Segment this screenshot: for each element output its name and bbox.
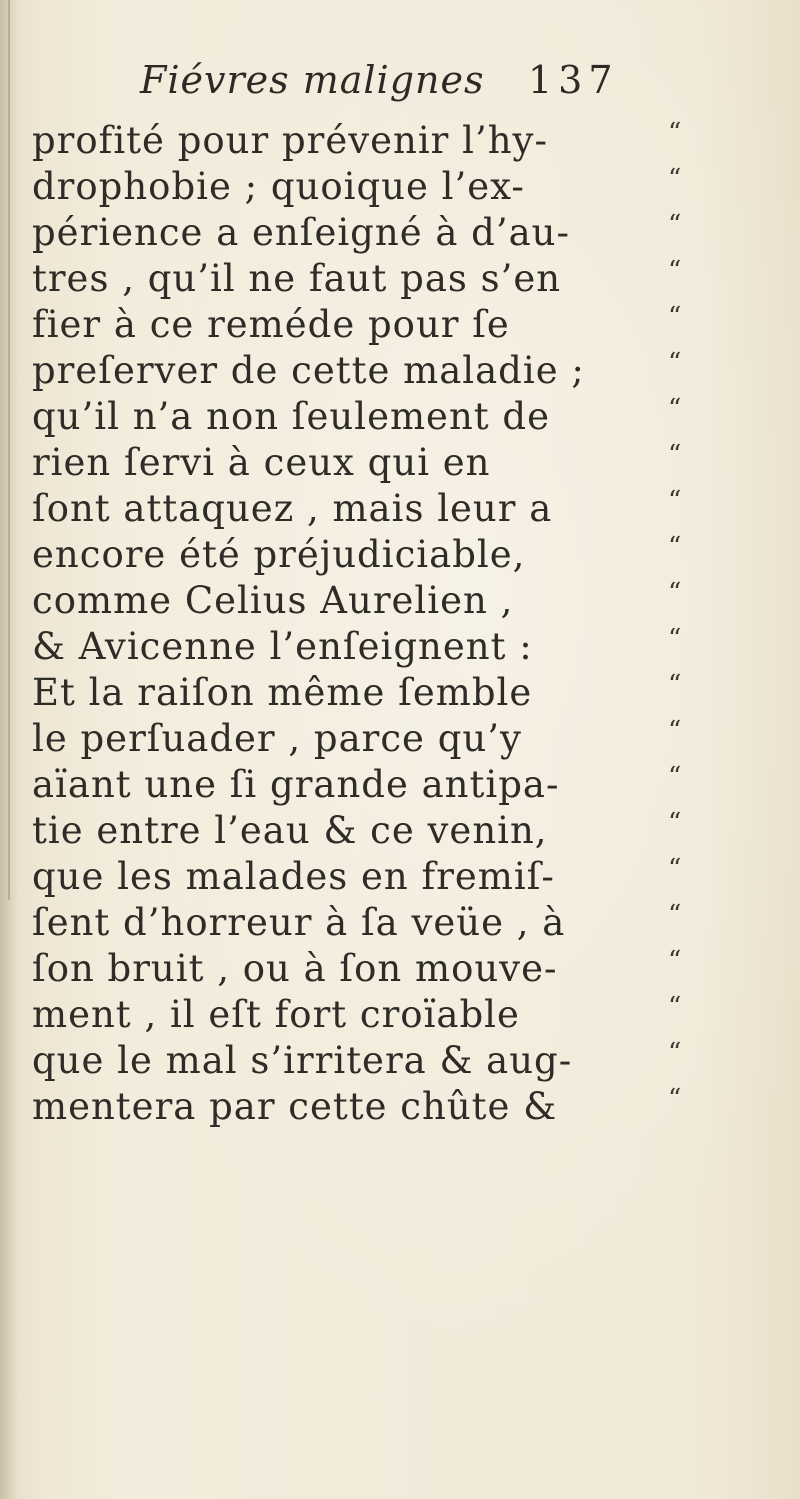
quotation-mark: “	[668, 946, 683, 976]
quotation-mark: “	[668, 302, 683, 332]
line-text: qu’il n’a non ſeulement de	[32, 395, 550, 438]
text-line	[32, 624, 752, 670]
text-line	[32, 210, 752, 256]
line-text: fier à ce reméde pour ſe	[32, 303, 510, 346]
page-gutter	[0, 0, 18, 1499]
text-line	[32, 670, 752, 716]
quotation-mark: “	[668, 900, 683, 930]
quotation-mark: “	[668, 1084, 683, 1114]
line-text: tie entre l’eau & ce venin,	[32, 809, 548, 852]
line-text: comme Celius Aurelien ,	[32, 579, 514, 622]
line-text: périence a enſeigné à d’au-	[32, 211, 571, 254]
line-text: tres , qu’il ne faut pas s’en	[32, 257, 562, 300]
text-line	[32, 946, 752, 992]
text-line	[32, 486, 752, 532]
text-line	[32, 808, 752, 854]
text-line	[32, 578, 752, 624]
quotation-mark: “	[668, 348, 683, 378]
quotation-mark: “	[668, 394, 683, 424]
text-line	[32, 256, 752, 302]
quotation-mark: “	[668, 164, 683, 194]
line-text: rien ſervi à ceux qui en	[32, 441, 491, 484]
quotation-mark: “	[668, 256, 683, 286]
page-number: 137	[528, 58, 619, 102]
text-line	[32, 1084, 752, 1130]
line-text: encore été préjudiciable,	[32, 533, 526, 576]
text-line	[32, 532, 752, 578]
quotation-mark: “	[668, 210, 683, 240]
gutter-shadow-line	[8, 0, 10, 900]
quotation-mark: “	[668, 578, 683, 608]
text-line	[32, 716, 752, 762]
line-text: ſon bruit , ou à ſon mouve-	[32, 947, 558, 990]
text-line	[32, 164, 752, 210]
quotation-mark: “	[668, 624, 683, 654]
quotation-mark: “	[668, 440, 683, 470]
line-text: que les malades en fremiſ-	[32, 855, 555, 898]
running-title: Fiévres malignes	[140, 58, 485, 102]
line-text: mentera par cette chûte &	[32, 1085, 558, 1128]
text-line	[32, 992, 752, 1038]
quotation-mark: “	[668, 670, 683, 700]
line-text: que le mal s’irritera & aug-	[32, 1039, 573, 1082]
line-text: Et la raiſon même ſemble	[32, 671, 533, 714]
text-line	[32, 854, 752, 900]
line-text: profité pour prévenir l’hy-	[32, 119, 548, 162]
quotation-mark: “	[668, 486, 683, 516]
quotation-mark: “	[668, 854, 683, 884]
text-line	[32, 1038, 752, 1084]
page-header	[140, 58, 640, 108]
line-text: le perſuader , parce qu’y	[32, 717, 522, 760]
line-text: & Avicenne l’enſeignent :	[32, 625, 533, 668]
quotation-mark: “	[668, 118, 683, 148]
text-line	[32, 440, 752, 486]
body-text	[32, 118, 752, 1130]
line-text: preſerver de cette maladie ;	[32, 349, 585, 392]
quotation-mark: “	[668, 532, 683, 562]
text-line	[32, 348, 752, 394]
text-line	[32, 302, 752, 348]
line-text: ſent d’horreur à ſa veüe , à	[32, 901, 566, 944]
quotation-mark: “	[668, 1038, 683, 1068]
line-text: drophobie ; quoique l’ex-	[32, 165, 525, 208]
text-line	[32, 900, 752, 946]
quotation-mark: “	[668, 762, 683, 792]
quotation-mark: “	[668, 716, 683, 746]
quotation-mark: “	[668, 992, 683, 1022]
text-line	[32, 394, 752, 440]
line-text: aïant une ſi grande antipa-	[32, 763, 560, 806]
text-line	[32, 762, 752, 808]
line-text: ſont attaquez , mais leur a	[32, 487, 553, 530]
quotation-mark: “	[668, 808, 683, 838]
line-text: ment , il eſt fort croïable	[32, 993, 520, 1036]
text-line	[32, 118, 752, 164]
